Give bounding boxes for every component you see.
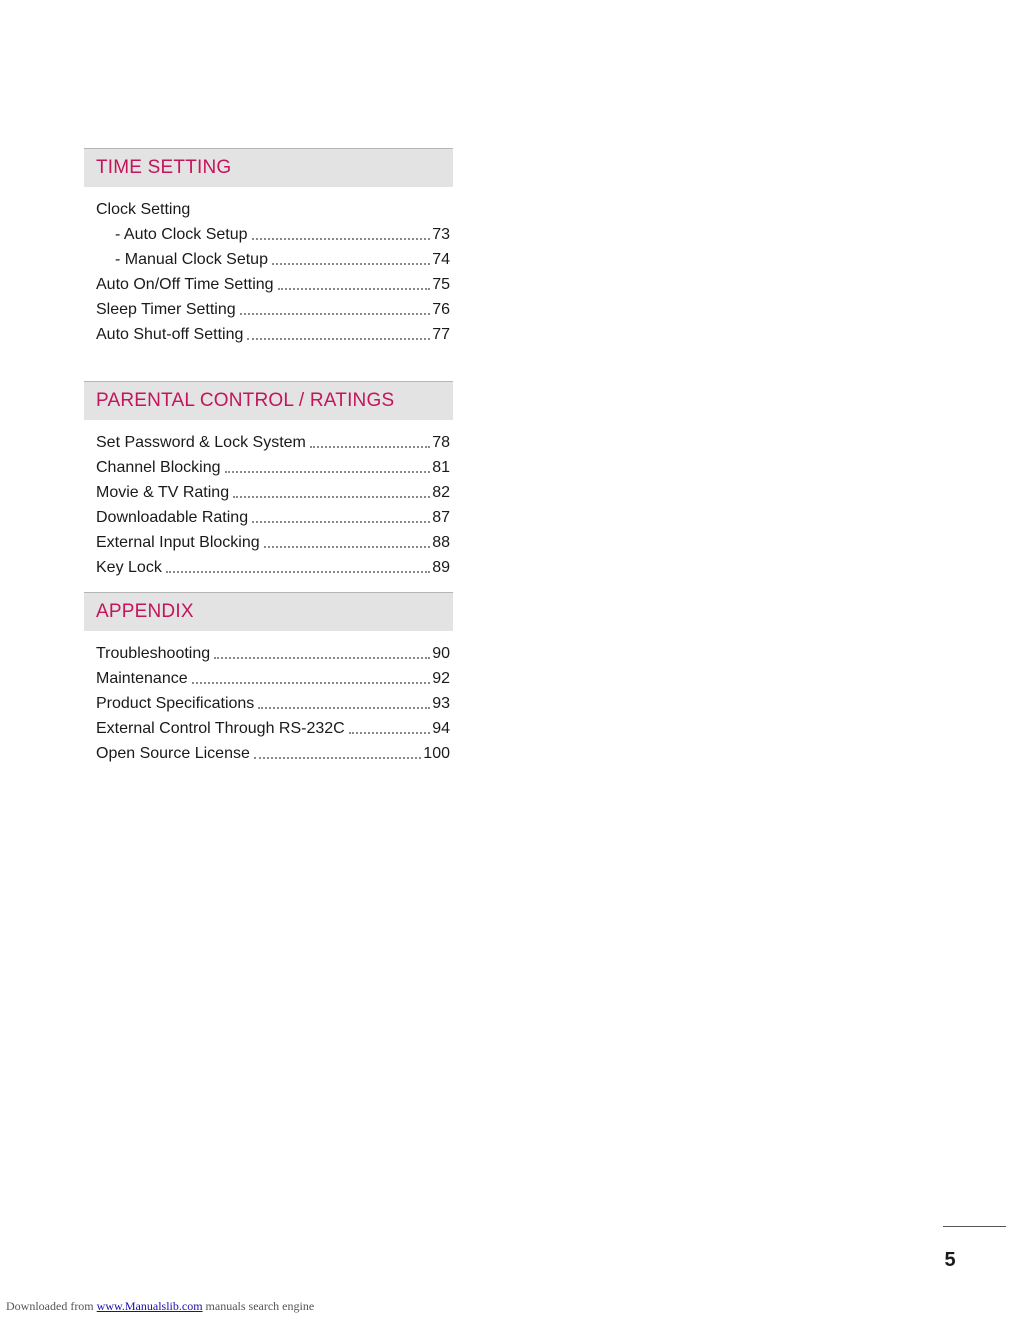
entry-page-number: 92 [432, 670, 450, 687]
dot-leader [192, 682, 431, 684]
toc-entries [84, 428, 453, 578]
dot-leader [233, 496, 430, 498]
entry-page-number: 94 [432, 720, 450, 737]
toc-entry-auto-clock-setup[interactable] [96, 220, 450, 245]
entry-page-number: 100 [423, 745, 450, 762]
entry-page-number: 78 [432, 434, 450, 451]
manualslib-link[interactable]: www.Manualslib.com [96, 1299, 203, 1313]
entry-page-number: 77 [432, 326, 450, 343]
dot-leader [252, 521, 430, 523]
dot-leader [278, 288, 431, 290]
section-header [84, 592, 453, 631]
entry-label: Open Source License [96, 745, 250, 762]
dot-leader [252, 238, 431, 240]
entry-page-number: 81 [432, 459, 450, 476]
dot-leader [214, 657, 430, 659]
entry-page-number: 93 [432, 695, 450, 712]
entry-label: External Control Through RS-232C [96, 720, 345, 737]
entry-page-number: 73 [432, 226, 450, 243]
entry-page-number: 76 [432, 301, 450, 318]
entry-label: External Input Blocking [96, 534, 260, 551]
toc-section-appendix [84, 592, 453, 764]
toc-entries [84, 639, 453, 764]
section-title: PARENTAL CONTROL / RATINGS [96, 390, 395, 411]
toc-section-time-setting [84, 148, 453, 345]
section-header [84, 381, 453, 420]
toc-entry-maintenance[interactable] [96, 664, 450, 689]
download-note [6, 1299, 314, 1314]
toc-entry-external-input-blocking[interactable] [96, 528, 450, 553]
dot-leader [254, 757, 421, 759]
entry-label: - Auto Clock Setup [115, 226, 248, 243]
entry-page-number: 90 [432, 645, 450, 662]
dot-leader [310, 446, 430, 448]
section-title: APPENDIX [96, 601, 194, 622]
toc-entries [84, 195, 453, 345]
entry-label: Maintenance [96, 670, 188, 687]
entry-label: Movie & TV Rating [96, 484, 230, 501]
dot-leader [349, 732, 430, 734]
dot-leader [247, 338, 430, 340]
dot-leader [225, 471, 431, 473]
entry-label: Set Password & Lock System [96, 434, 306, 451]
toc-entry-product-specifications[interactable] [96, 689, 450, 714]
entry-label: Channel Blocking [96, 459, 221, 476]
entry-label: Troubleshooting [96, 645, 211, 662]
entry-label: Key Lock [96, 559, 162, 576]
dot-leader [258, 707, 430, 709]
download-note-prefix: Downloaded from [6, 1299, 94, 1313]
entry-page-number: 88 [432, 534, 450, 551]
dot-leader [264, 546, 431, 548]
toc-entry-manual-clock-setup[interactable] [96, 245, 450, 270]
download-note-suffix: manuals search engine [205, 1299, 315, 1313]
entry-page-number: 75 [432, 276, 450, 293]
entry-label: Clock Setting [96, 201, 191, 218]
toc-entry-sleep-timer-setting[interactable] [96, 295, 450, 320]
entry-label: Product Specifications [96, 695, 255, 712]
toc-entry-auto-on-off-time-setting[interactable] [96, 270, 450, 295]
toc-entry-open-source-license[interactable] [96, 739, 450, 764]
toc-entry-external-control-rs232c[interactable] [96, 714, 450, 739]
section-header [84, 148, 453, 187]
toc-entry-clock-setting [96, 195, 450, 220]
entry-label: Sleep Timer Setting [96, 301, 236, 318]
toc-entry-movie-tv-rating[interactable] [96, 478, 450, 503]
dot-leader [166, 571, 430, 573]
toc-entry-troubleshooting[interactable] [96, 639, 450, 664]
entry-label: Auto Shut-off Setting [96, 326, 244, 343]
entry-page-number: 89 [432, 559, 450, 576]
dot-leader [240, 313, 431, 315]
page-number-rule [943, 1226, 1006, 1227]
section-title: TIME SETTING [96, 157, 232, 178]
entry-page-number: 82 [432, 484, 450, 501]
entry-label: Auto On/Off Time Setting [96, 276, 274, 293]
toc-entry-downloadable-rating[interactable] [96, 503, 450, 528]
entry-label: Downloadable Rating [96, 509, 249, 526]
toc-section-parental-control [84, 381, 453, 578]
entry-label: - Manual Clock Setup [115, 251, 268, 268]
dot-leader [272, 263, 430, 265]
page-number: 5 [944, 1249, 956, 1271]
table-of-contents [84, 148, 453, 778]
entry-page-number: 87 [432, 509, 450, 526]
entry-page-number: 74 [432, 251, 450, 268]
toc-entry-auto-shut-off-setting[interactable] [96, 320, 450, 345]
toc-entry-channel-blocking[interactable] [96, 453, 450, 478]
toc-entry-key-lock[interactable] [96, 553, 450, 578]
toc-entry-set-password[interactable] [96, 428, 450, 453]
